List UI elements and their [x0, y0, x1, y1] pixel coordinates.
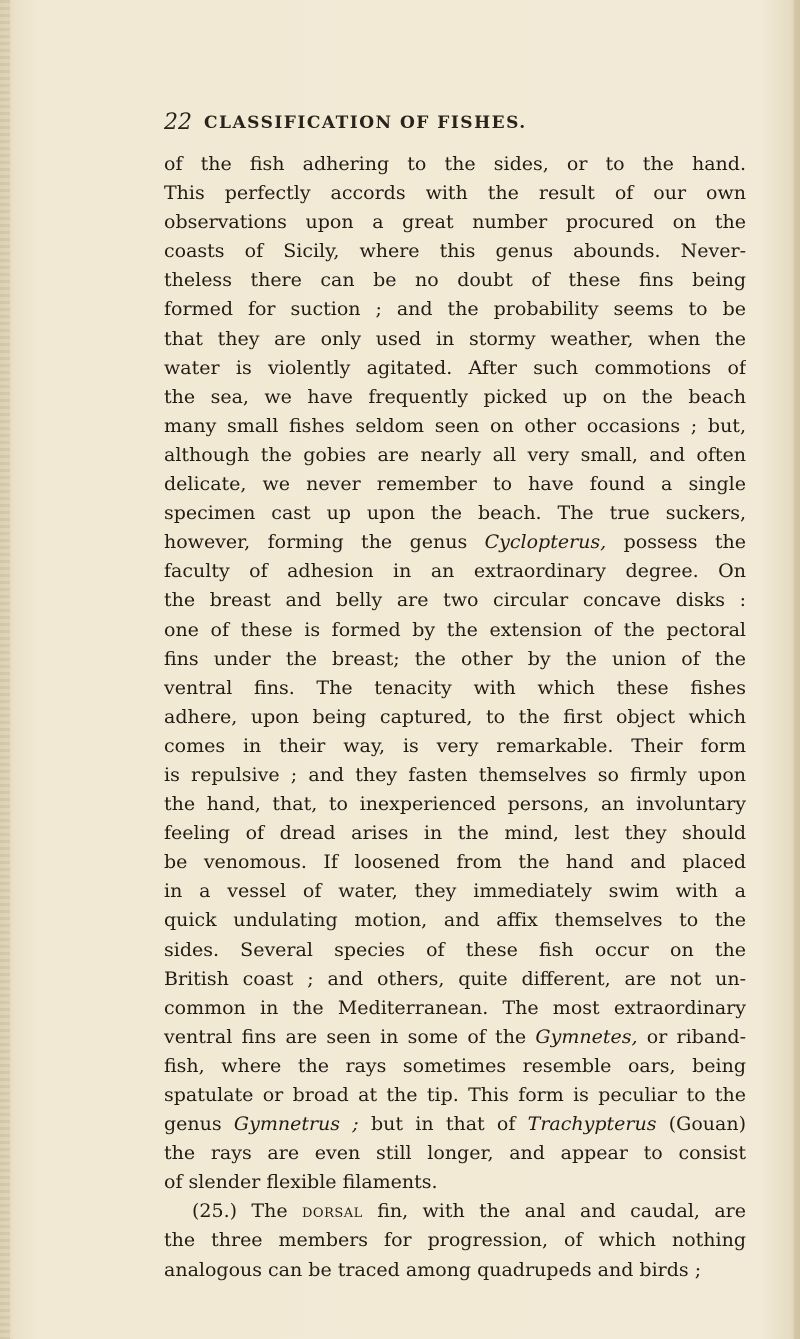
text-line: British coast ; and others, quite different, are not un-	[164, 967, 746, 990]
page-number: 22	[164, 110, 192, 135]
page-edge-right	[794, 0, 800, 1339]
page-edge-left	[0, 0, 10, 1339]
term-dorsal: dorsal	[302, 1200, 363, 1223]
text-line: This perfectly accords with the result of our own	[164, 182, 746, 205]
text-line	[164, 528, 746, 557]
text-line: although the gobies are nearly all very small, and often	[164, 443, 746, 466]
text-line	[164, 1197, 746, 1226]
text-line: is repulsive ; and they fasten themselves so firmly upon	[164, 763, 746, 786]
text-line: the breast and belly are two circular concave disks :	[164, 589, 746, 612]
text-line: the sea, we have frequently picked up on the beach	[164, 385, 746, 408]
text-line: the rays are even still longer, and appear to consist	[164, 1142, 746, 1165]
text-line: spatulate or broad at the tip. This form is peculiar to the	[164, 1084, 746, 1106]
text-segment: ventral fins are seen in some of the	[164, 1025, 536, 1048]
text-line: analogous can be traced among quadrupeds and birds ;	[164, 1258, 702, 1281]
text-line: delicate, we never remember to have found a single	[164, 473, 746, 496]
text-line: sides. Several species of these fish occur on the	[164, 938, 746, 961]
text-line: formed for suction ; and the probability seems to be	[164, 298, 746, 321]
page-header	[164, 110, 744, 140]
text-line: specimen cast up upon the beach. The true suckers,	[164, 502, 746, 525]
text-segment: (25.) The	[192, 1200, 302, 1223]
text-segment: or riband-	[637, 1025, 746, 1048]
genus-name-gymnetes: Gymnetes,	[535, 1025, 638, 1048]
genus-name-trachypterus: Trachypterus	[527, 1113, 657, 1136]
text-line: feeling of dread arises in the mind, lest they should	[164, 822, 746, 845]
text-line: one of these is formed by the extension of the pectoral	[164, 618, 746, 641]
text-line: of slender flexible filaments.	[164, 1171, 438, 1194]
text-segment: (Gouan)	[656, 1113, 746, 1136]
text-line	[164, 1023, 746, 1052]
text-line: adhere, upon being captured, to the first object which	[164, 705, 746, 728]
text-line: ventral fins. The tenacity with which these fishes	[164, 676, 746, 699]
body-text	[164, 150, 746, 1285]
text-line	[164, 1110, 746, 1139]
text-line: comes in their way, is very remarkable. Their form	[164, 734, 746, 757]
text-line: water is violently agitated. After such commotions of	[164, 356, 746, 379]
text-line: common in the Mediterranean. The most extraordinary	[164, 996, 746, 1019]
text-line: in a vessel of water, they immediately swim with a	[164, 880, 746, 903]
text-segment: genus	[164, 1113, 234, 1136]
text-line: fish, where the rays sometimes resemble oars, being	[164, 1054, 746, 1077]
text-line: that they are only used in stormy weather, when the	[164, 327, 746, 350]
genus-name-gymnetrus: Gymnetrus ;	[233, 1113, 359, 1136]
running-title: CLASSIFICATION OF FISHES.	[204, 113, 527, 133]
text-segment: fin, with the anal and caudal, are	[362, 1200, 746, 1223]
text-line: of the fish adhering to the sides, or to the hand.	[164, 153, 746, 175]
text-line: quick undulating motion, and affix themselves to the	[164, 909, 746, 932]
text-line: coasts of Sicily, where this genus abounds. Never-	[164, 240, 746, 263]
text-line: the hand, that, to inexperienced persons, an involuntary	[164, 793, 746, 816]
text-line: faculty of adhesion in an extraordinary degree. On	[164, 560, 746, 583]
text-line: fins under the breast; the other by the union of the	[164, 647, 746, 670]
text-segment: however, forming the genus	[164, 531, 485, 554]
text-line: many small fishes seldom seen on other occasions ; but,	[164, 414, 746, 437]
text-line: the three members for progression, of which nothing	[164, 1229, 746, 1252]
text-line: observations upon a great number procured on the	[164, 211, 746, 234]
text-segment: possess the	[606, 531, 746, 554]
text-line: theless there can be no doubt of these fins being	[164, 269, 746, 292]
text-segment: but in that of	[358, 1113, 528, 1136]
genus-name-cyclopterus: Cyclopterus,	[484, 531, 607, 554]
text-line: be venomous. If loosened from the hand and placed	[164, 851, 746, 874]
